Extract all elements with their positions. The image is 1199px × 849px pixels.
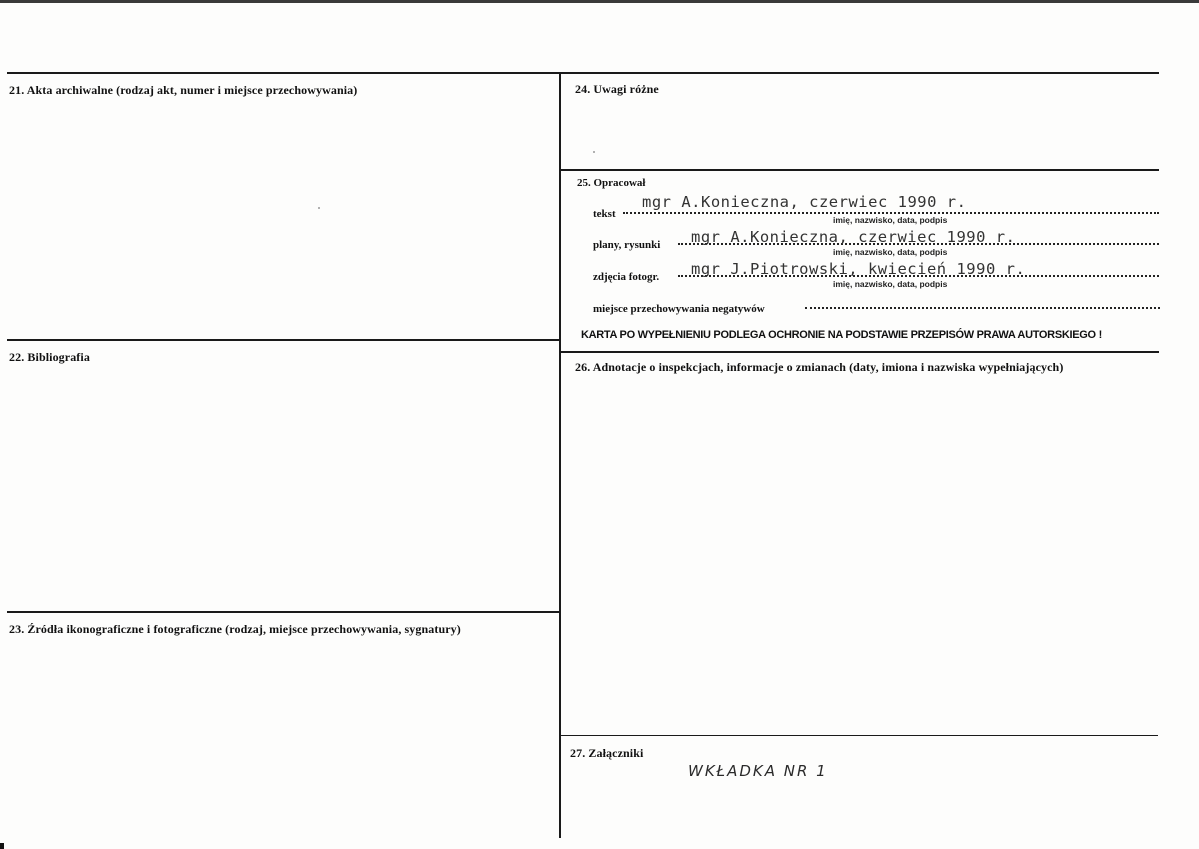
section-27-label: 27. Załączniki	[570, 746, 644, 760]
row-text-label: tekst	[593, 208, 616, 220]
row-photos-value: mgr J.Piotrowski, kwiecień 1990 r.	[691, 260, 1026, 278]
row-photos-caption: imię, nazwisko, data, podpis	[833, 279, 948, 289]
row-plans-label: plany, rysunki	[593, 239, 661, 251]
left-rule-21-22	[7, 339, 560, 341]
section-21-label: 21. Akta archiwalne (rodzaj akt, numer i miejsce przechowywania)	[9, 83, 358, 97]
row-text-value: mgr A.Konieczna, czerwiec 1990 r.	[642, 193, 967, 211]
top-rule	[7, 72, 1159, 74]
section-24-label: 24. Uwagi różne	[575, 82, 659, 96]
paper-speck	[593, 151, 595, 153]
row-text-caption: imię, nazwisko, data, podpis	[833, 215, 948, 225]
right-rule-26-27	[561, 735, 1158, 736]
row-plans-value: mgr A.Konieczna, czerwiec 1990 r.	[691, 228, 1016, 246]
row-plans-caption: imię, nazwisko, data, podpis	[833, 247, 948, 257]
copyright-warning: KARTA PO WYPEŁNIENIU PODLEGA OCHRONIE NA PODSTAWIE PRZEPISÓW PRAWA AUTORSKIEGO !	[581, 329, 1102, 341]
paper-speck	[318, 207, 320, 209]
attachment-handwritten-note: WKŁADKA NR 1	[688, 762, 828, 780]
section-25-label: 25. Opracował	[577, 177, 646, 189]
right-rule-24-25	[561, 169, 1159, 171]
left-rule-22-23	[7, 611, 560, 613]
negatives-line	[805, 307, 1160, 309]
row-text-line	[623, 212, 1159, 214]
section-23-label: 23. Źródła ikonograficzne i fotograficzne (rodzaj, miejsce przechowywania, sygnatury)	[9, 622, 461, 636]
right-rule-25-26	[561, 351, 1159, 353]
page-corner-mark	[0, 843, 4, 849]
section-26-label: 26. Adnotacje o inspekcjach, informacje o zmianach (daty, imiona i nazwiska wypełniających)	[575, 360, 1064, 374]
page-top-edge	[0, 0, 1199, 3]
negatives-label: miejsce przechowywania negatywów	[593, 303, 765, 315]
section-22-label: 22. Bibliografia	[9, 350, 90, 364]
center-divider	[559, 72, 561, 838]
row-photos-label: zdjęcia fotogr.	[593, 271, 660, 283]
